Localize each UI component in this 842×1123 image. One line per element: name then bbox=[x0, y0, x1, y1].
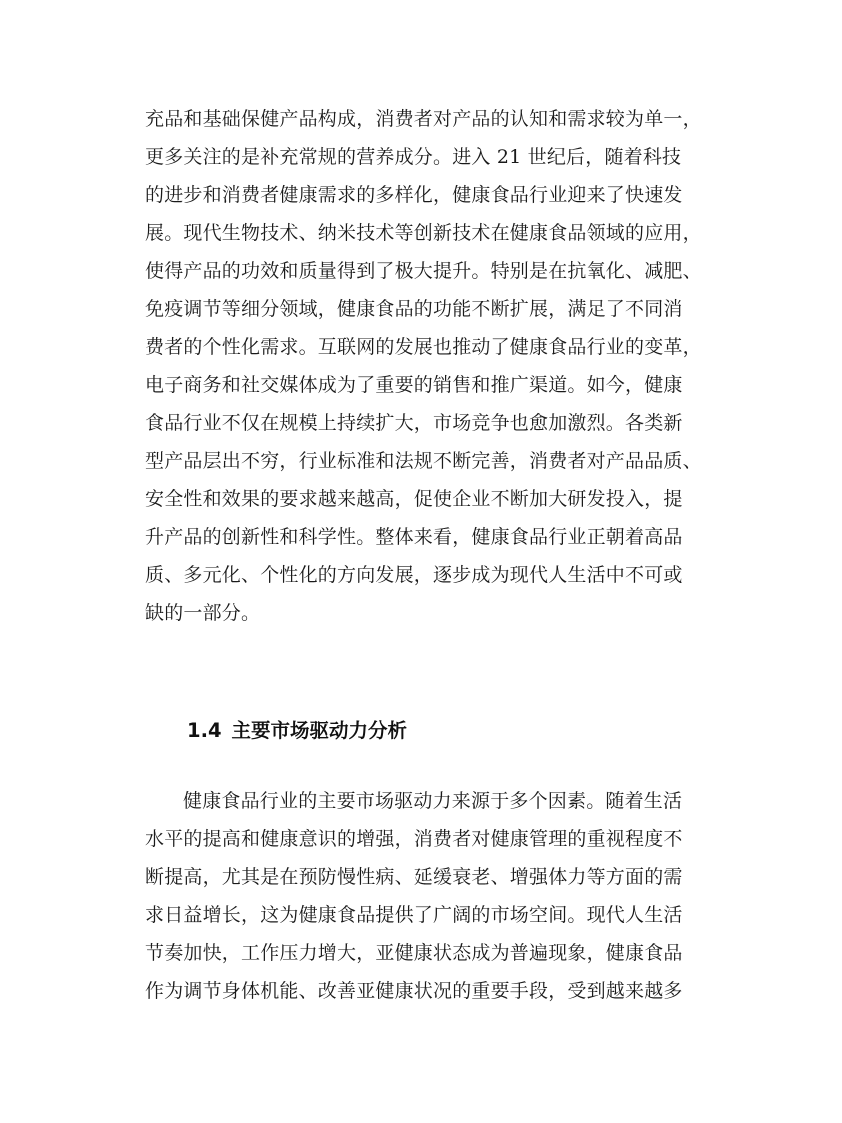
text-line: 节奏加快，工作压力增大，亚健康状态成为普遍现象，健康食品 bbox=[145, 942, 683, 964]
text-line: 求日益增长，这为健康食品提供了广阔的市场空间。现代人生活 bbox=[145, 904, 683, 926]
text-line: 充品和基础保健产品构成，消费者对产品的认知和需求较为单一， bbox=[145, 108, 702, 130]
text-line: 免疫调节等细分领域，健康食品的功能不断扩展，满足了不同消 bbox=[145, 298, 683, 320]
text-line: 更多关注的是补充常规的营养成分。进入 21 世纪后，随着科技 bbox=[145, 146, 682, 168]
body-paragraph-1 bbox=[145, 100, 715, 632]
section-title: 主要市场驱动力分析 bbox=[231, 719, 408, 742]
text-line: 型产品层出不穷，行业标准和法规不断完善，消费者对产品品质、 bbox=[145, 450, 702, 472]
text-line: 的进步和消费者健康需求的多样化，健康食品行业迎来了快速发 bbox=[145, 184, 683, 206]
text-line: 展。现代生物技术、纳米技术等创新技术在健康食品领域的应用， bbox=[145, 222, 702, 244]
text-line: 安全性和效果的要求越来越高，促使企业不断加大研发投入，提 bbox=[145, 488, 683, 510]
text-line: 电子商务和社交媒体成为了重要的销售和推广渠道。如今，健康 bbox=[145, 374, 683, 396]
text-line: 食品行业不仅在规模上持续扩大，市场竞争也愈加激烈。各类新 bbox=[145, 412, 683, 434]
text-line: 作为调节身体机能、改善亚健康状况的重要手段，受到越来越多 bbox=[145, 980, 683, 1002]
section-heading bbox=[187, 712, 407, 750]
body-paragraph-2 bbox=[145, 782, 715, 1010]
section-number: 1.4 bbox=[187, 719, 222, 742]
text-line: 断提高，尤其是在预防慢性病、延缓衰老、增强体力等方面的需 bbox=[145, 866, 683, 888]
text-line: 使得产品的功效和质量得到了极大提升。特别是在抗氧化、减肥、 bbox=[145, 260, 702, 282]
text-line: 费者的个性化需求。互联网的发展也推动了健康食品行业的变革， bbox=[145, 336, 702, 358]
text-line: 升产品的创新性和科学性。整体来看，健康食品行业正朝着高品 bbox=[145, 526, 683, 548]
text-line: 质、多元化、个性化的方向发展，逐步成为现代人生活中不可或 bbox=[145, 564, 683, 586]
text-line: 健康食品行业的主要市场驱动力来源于多个因素。随着生活 bbox=[183, 790, 683, 812]
text-line: 缺的一部分。 bbox=[145, 602, 261, 624]
text-line: 水平的提高和健康意识的增强，消费者对健康管理的重视程度不 bbox=[145, 828, 683, 850]
